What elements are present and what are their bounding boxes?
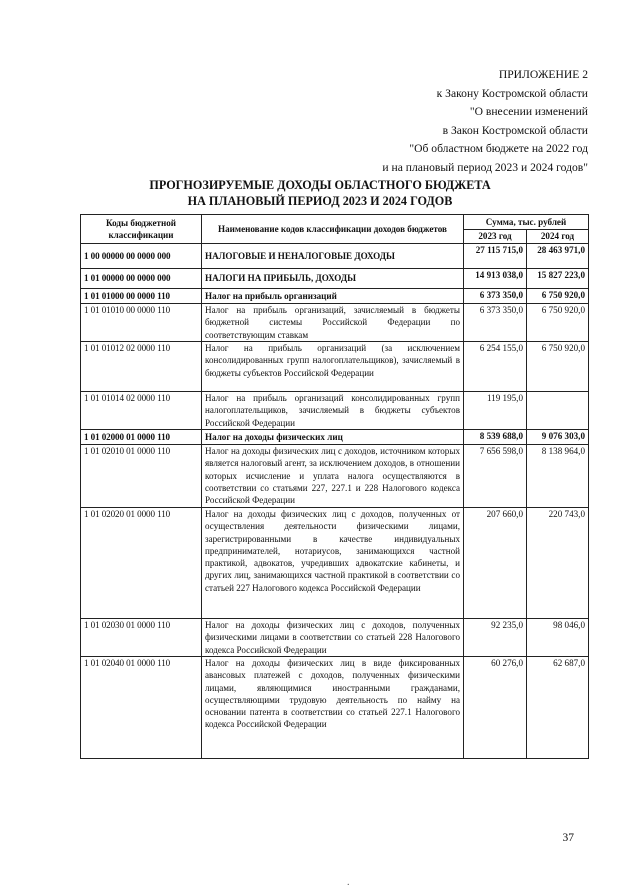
row-value-2023: 6 373 350,0: [464, 289, 527, 304]
row-code: 1 01 02010 01 0000 110: [81, 445, 202, 508]
table-row: [81, 657, 589, 759]
table-row: [81, 445, 589, 508]
header-name: Наименование кодов классификации доходов бюджетов: [202, 215, 464, 244]
row-value-2024: 8 138 964,0: [527, 445, 589, 508]
row-value-2024: 6 750 920,0: [527, 304, 589, 342]
row-code: 1 01 01012 02 0000 110: [81, 342, 202, 392]
row-code: 1 01 02030 01 0000 110: [81, 619, 202, 657]
row-name: Налог на доходы физических лиц с доходов, полученных от осуществления деятельности физическими лицами, зарегистрированными в качестве индивидуальных предпринимателей, нотариусов, занимающихся частной практикой, адвокатов, учредивших адвокатские кабинеты, и других лиц, занимающихся частной практикой в соответствии со статьей 227 Налогового кодекса Российской Федерации: [202, 508, 464, 619]
header-year-2023: 2023 год: [464, 230, 527, 244]
page-title-line-1: ПРОГНОЗИРУЕМЫЕ ДОХОДЫ ОБЛАСТНОГО БЮДЖЕТА: [149, 178, 491, 192]
row-value-2024: 220 743,0: [527, 508, 589, 619]
page-number: 37: [562, 832, 574, 844]
appendix-line: "О внесении изменений: [469, 105, 588, 119]
row-value-2023: 92 235,0: [464, 619, 527, 657]
row-code: 1 01 01010 00 0000 110: [81, 304, 202, 342]
row-value-2024: 98 046,0: [527, 619, 589, 657]
row-name: Налог на прибыль организаций: [202, 289, 464, 304]
table-row: [81, 508, 589, 619]
row-value-2023: 6 373 350,0: [464, 304, 527, 342]
table-row: [81, 269, 589, 289]
table-row: [81, 342, 589, 392]
row-code: 1 01 02040 01 0000 110: [81, 657, 202, 759]
row-value-2024: 28 463 971,0: [527, 244, 589, 269]
row-value-2024: 6 750 920,0: [527, 342, 589, 392]
row-value-2024: 62 687,0: [527, 657, 589, 759]
row-name: Налог на прибыль организаций (за исключением консолидированных групп налогоплательщиков), зачисляемый в бюджеты субъектов Российской Федерации: [202, 342, 464, 392]
table-row: [81, 392, 589, 430]
row-name: НАЛОГИ НА ПРИБЫЛЬ, ДОХОДЫ: [202, 269, 464, 289]
row-value-2023: 207 660,0: [464, 508, 527, 619]
header-sum: Сумма, тыс. рублей: [464, 215, 589, 230]
table-row: [81, 244, 589, 269]
row-value-2023: 8 539 688,0: [464, 430, 527, 445]
row-value-2024: 15 827 223,0: [527, 269, 589, 289]
appendix-header: [382, 66, 588, 178]
row-value-2024: [527, 392, 589, 430]
table-row: [81, 304, 589, 342]
header-code: Коды бюджетной классификации: [81, 215, 202, 244]
row-code: 1 01 01000 00 0000 110: [81, 289, 202, 304]
appendix-line: "Об областном бюджете на 2022 год: [409, 142, 588, 156]
row-code: 1 01 00000 00 0000 000: [81, 269, 202, 289]
row-name: Налог на доходы физических лиц: [202, 430, 464, 445]
row-value-2024: 9 076 303,0: [527, 430, 589, 445]
row-code: 1 01 01014 02 0000 110: [81, 392, 202, 430]
page-title: [0, 178, 640, 209]
row-value-2024: 6 750 920,0: [527, 289, 589, 304]
appendix-line: и на плановый период 2023 и 2024 годов": [382, 160, 588, 174]
row-code: 1 01 02020 01 0000 110: [81, 508, 202, 619]
footer-mark: .: [347, 877, 350, 888]
row-name: Налог на прибыль организаций консолидированных групп налогоплательщиков, зачисляемый в бюджеты субъектов Российской Федерации: [202, 392, 464, 430]
row-name: Налог на доходы физических лиц с доходов, полученных физическими лицами в соответствии со статьей 228 Налогового кодекса Российской Федерации: [202, 619, 464, 657]
row-value-2023: 6 254 155,0: [464, 342, 527, 392]
row-value-2023: 60 276,0: [464, 657, 527, 759]
revenue-table: [80, 214, 589, 759]
table-row: [81, 619, 589, 657]
row-value-2023: 7 656 598,0: [464, 445, 527, 508]
table-body: [81, 244, 589, 759]
header-year-2024: 2024 год: [527, 230, 589, 244]
table-row: [81, 289, 589, 304]
appendix-line: в Закон Костромской области: [442, 123, 588, 137]
table-row: [81, 430, 589, 445]
appendix-line: к Закону Костромской области: [436, 86, 588, 100]
row-code: 1 00 00000 00 0000 000: [81, 244, 202, 269]
row-code: 1 01 02000 01 0000 110: [81, 430, 202, 445]
row-value-2023: 27 115 715,0: [464, 244, 527, 269]
row-name: Налог на доходы физических лиц с доходов, источником которых является налоговый агент, за исключением доходов, в отношении которых исчисление и уплата налога осуществляются в соответствии со статьями 227, 227.1 и 228 Налогового кодекса Российской Федерации: [202, 445, 464, 508]
row-value-2023: 14 913 038,0: [464, 269, 527, 289]
row-name: Налог на доходы физических лиц в виде фиксированных авансовых платежей с доходов, полученных физическими лицами, являющимися иностранными гражданами, осуществляющими трудовую деятельность по найму на основании патента в соответствии со статьей 227.1 Налогового кодекса Российской Федерации: [202, 657, 464, 759]
page-title-line-2: НА ПЛАНОВЫЙ ПЕРИОД 2023 И 2024 ГОДОВ: [187, 193, 453, 208]
appendix-title: ПРИЛОЖЕНИЕ 2: [498, 68, 588, 81]
row-name: Налог на прибыль организаций, зачисляемый в бюджеты бюджетной системы Российской Федерации по соответствующим ставкам: [202, 304, 464, 342]
row-name: НАЛОГОВЫЕ И НЕНАЛОГОВЫЕ ДОХОДЫ: [202, 244, 464, 269]
row-value-2023: 119 195,0: [464, 392, 527, 430]
